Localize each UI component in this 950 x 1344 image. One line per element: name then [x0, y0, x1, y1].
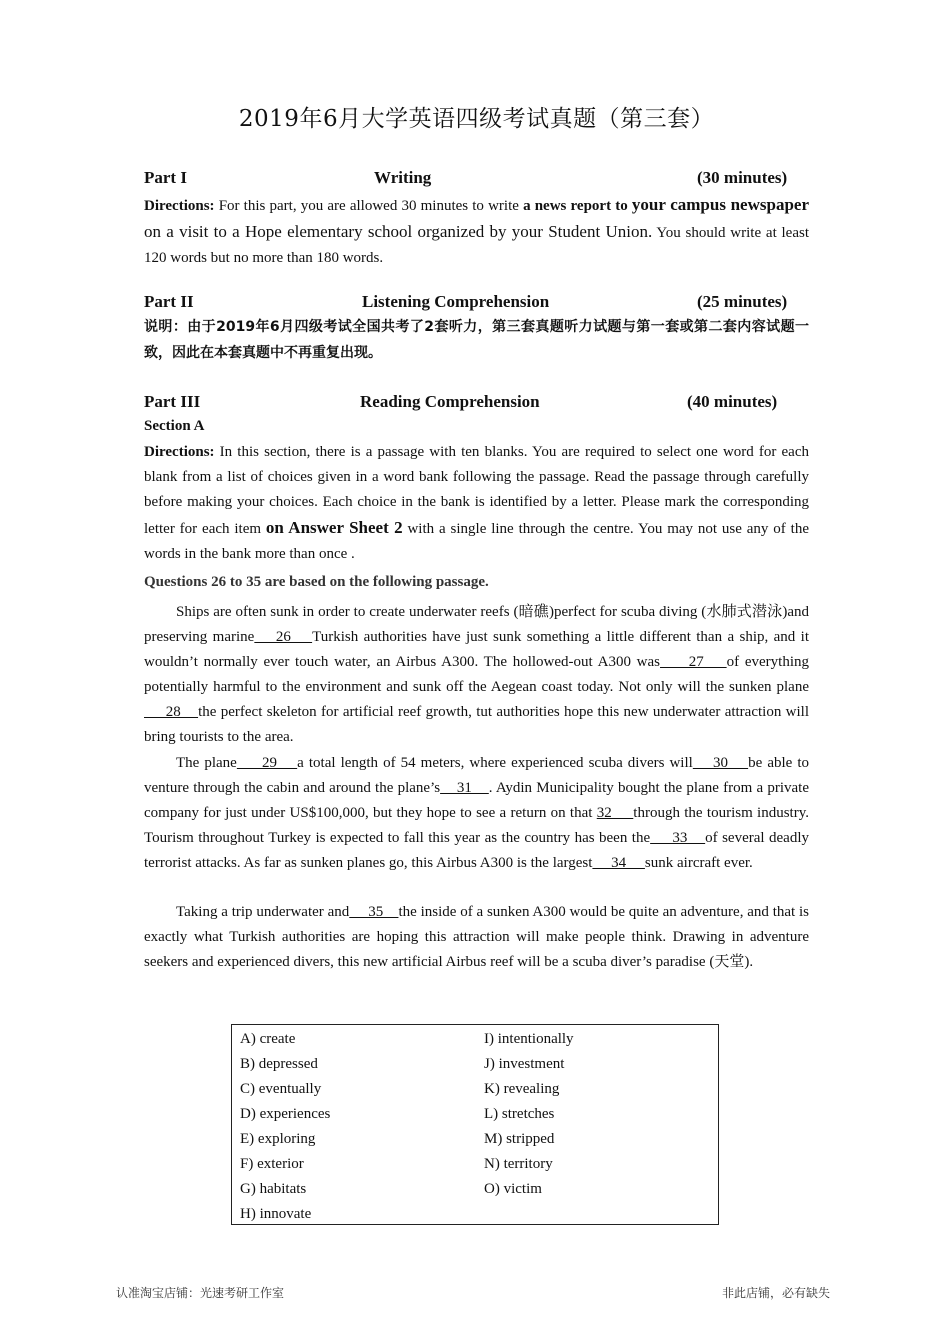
- passage-text: Taking a trip underwater and: [176, 904, 350, 920]
- part3-directions: [144, 440, 809, 567]
- passage-text: the perfect skeleton for artificial reef growth, tut authorities hope this new underwater attraction will bring tourists to the area.: [144, 704, 810, 745]
- word-option: G) habitats: [240, 1181, 307, 1197]
- part1-directions-label: Directions:: [144, 198, 215, 214]
- part1-directions-a: For this part, you are allowed 30 minutes to write: [214, 198, 524, 214]
- blank-32: 32: [596, 805, 634, 821]
- blank-26: 26: [254, 629, 313, 645]
- part1-directions-d: on a visit to a Hope elementary school organized by your Student Union.: [144, 222, 653, 241]
- part2-time: (25 minutes): [697, 292, 788, 311]
- passage-text: a total length of 54 meters, where experienced scuba divers will: [297, 755, 693, 771]
- word-option: O) victim: [484, 1181, 542, 1197]
- part1-label: Part I: [144, 168, 187, 187]
- part1-time: (30 minutes): [697, 168, 788, 187]
- part3-directions-c: with a single line through the centre. You may not use any of the words in the bank more than once .: [144, 521, 809, 562]
- part3-name: Reading Comprehension: [360, 392, 540, 411]
- passage-text: of several deadly terrorist attacks. As far as sunken planes go, this Airbus A300 is the largest: [144, 830, 810, 871]
- passage-text: The plane: [176, 755, 237, 771]
- word-bank-left-column: [240, 1027, 330, 1227]
- blank-35: 35: [349, 904, 399, 920]
- passage-text: Ships are often sunk in order to create underwater reefs (暗礁)perfect for scuba diving (水肺式潜泳)and preserving marine: [144, 604, 809, 645]
- passage-text: be able to venture through the cabin and around the plane’s: [144, 755, 810, 796]
- word-option: H) innovate: [240, 1206, 312, 1222]
- footer-right: 非此店铺，必有缺失: [722, 1286, 831, 1300]
- part1-directions-b: a news report to: [523, 198, 632, 214]
- word-option: C) eventually: [240, 1081, 322, 1097]
- passage-text: through the tourism industry. Tourism throughout Turkey is expected to fall this year as the country has been the: [144, 805, 809, 846]
- word-option: K) revealing: [484, 1081, 560, 1097]
- passage-text: Turkish authorities have just sunk something a little different than a ship, and it wouldn’t normally ever touch water, an Airbus A300. The hollowed-out A300 was: [144, 629, 810, 670]
- blank-29: 29: [236, 755, 298, 771]
- part3-directions-a: In this section, there is a passage with ten blanks. You are required to select one word for each blank from a list of choices given in a word bank following the passage. Read the passage through carefully before making your choices. Each choice in the bank is identified by a letter. Please mark the corresponding letter for each item: [144, 444, 809, 537]
- part2-label: Part II: [144, 292, 194, 311]
- word-option: F) exterior: [240, 1156, 304, 1172]
- word-option: E) exploring: [240, 1131, 316, 1147]
- part3-directions-b: on Answer Sheet 2: [265, 518, 403, 537]
- word-option: M) stripped: [484, 1131, 555, 1147]
- questions-heading: Questions 26 to 35 are based on the following passage.: [144, 574, 489, 590]
- blank-31: 31: [440, 780, 489, 796]
- word-option: D) experiences: [240, 1106, 331, 1122]
- passage-text: of everything potentially harmful to the environment and sunk off the Aegean coast today. Not only will the sunken plane: [144, 654, 809, 695]
- blank-34: 34: [592, 855, 645, 871]
- word-option: B) depressed: [240, 1056, 318, 1072]
- passage-text: . Aydin Municipality bought the plane from a private company for just under US$100,000, but they hope to see a return on that: [144, 780, 809, 821]
- word-bank-right-column: [484, 1027, 574, 1202]
- part2-name: Listening Comprehension: [362, 292, 550, 311]
- word-option: N) territory: [484, 1156, 553, 1172]
- part1-name: Writing: [374, 168, 432, 187]
- part1-directions: [144, 192, 809, 271]
- part1-directions-e: You should write at least 120 words but no more than 180 words.: [144, 225, 809, 266]
- part3-directions-label: Directions:: [144, 444, 215, 460]
- blank-27: 27: [660, 654, 727, 670]
- passage-paragraph-3: [144, 900, 809, 975]
- blank-28: 28: [144, 704, 199, 720]
- passage-paragraph-1: [144, 600, 809, 750]
- passage-text: the inside of a sunken A300 would be quite an adventure, and that is exactly what Turkish authorities are hoping this attraction will make people think. Drawing in adventure seekers and experienced divers, this new artificial Airbus reef will be a scuba diver’s paradise (天堂).: [144, 904, 809, 970]
- word-option: A) create: [240, 1031, 296, 1047]
- passage-paragraph-2: [144, 751, 809, 876]
- footer-left: 认准淘宝店铺：光速考研工作室: [116, 1286, 285, 1300]
- blank-30: 30: [692, 755, 749, 771]
- section-a-heading: Section A: [144, 418, 205, 434]
- blank-33: 33: [650, 830, 706, 846]
- part1-directions-c: your campus newspaper: [631, 195, 809, 214]
- passage-text: sunk aircraft ever.: [644, 855, 753, 871]
- page-title: 2019年6月大学英语四级考试真题（第三套）: [238, 106, 715, 132]
- part3-label: Part III: [144, 392, 201, 411]
- part2-note: 说明：由于2019年6月四级考试全国共考了2套听力，第三套真题听力试题与第一套或第二套内容试题一致，因此在本套真题中不再重复出现。: [144, 319, 809, 361]
- part3-time: (40 minutes): [687, 392, 778, 411]
- word-bank: [231, 1024, 719, 1225]
- word-option: L) stretches: [484, 1106, 555, 1122]
- word-option: J) investment: [484, 1056, 565, 1072]
- word-option: I) intentionally: [484, 1031, 574, 1047]
